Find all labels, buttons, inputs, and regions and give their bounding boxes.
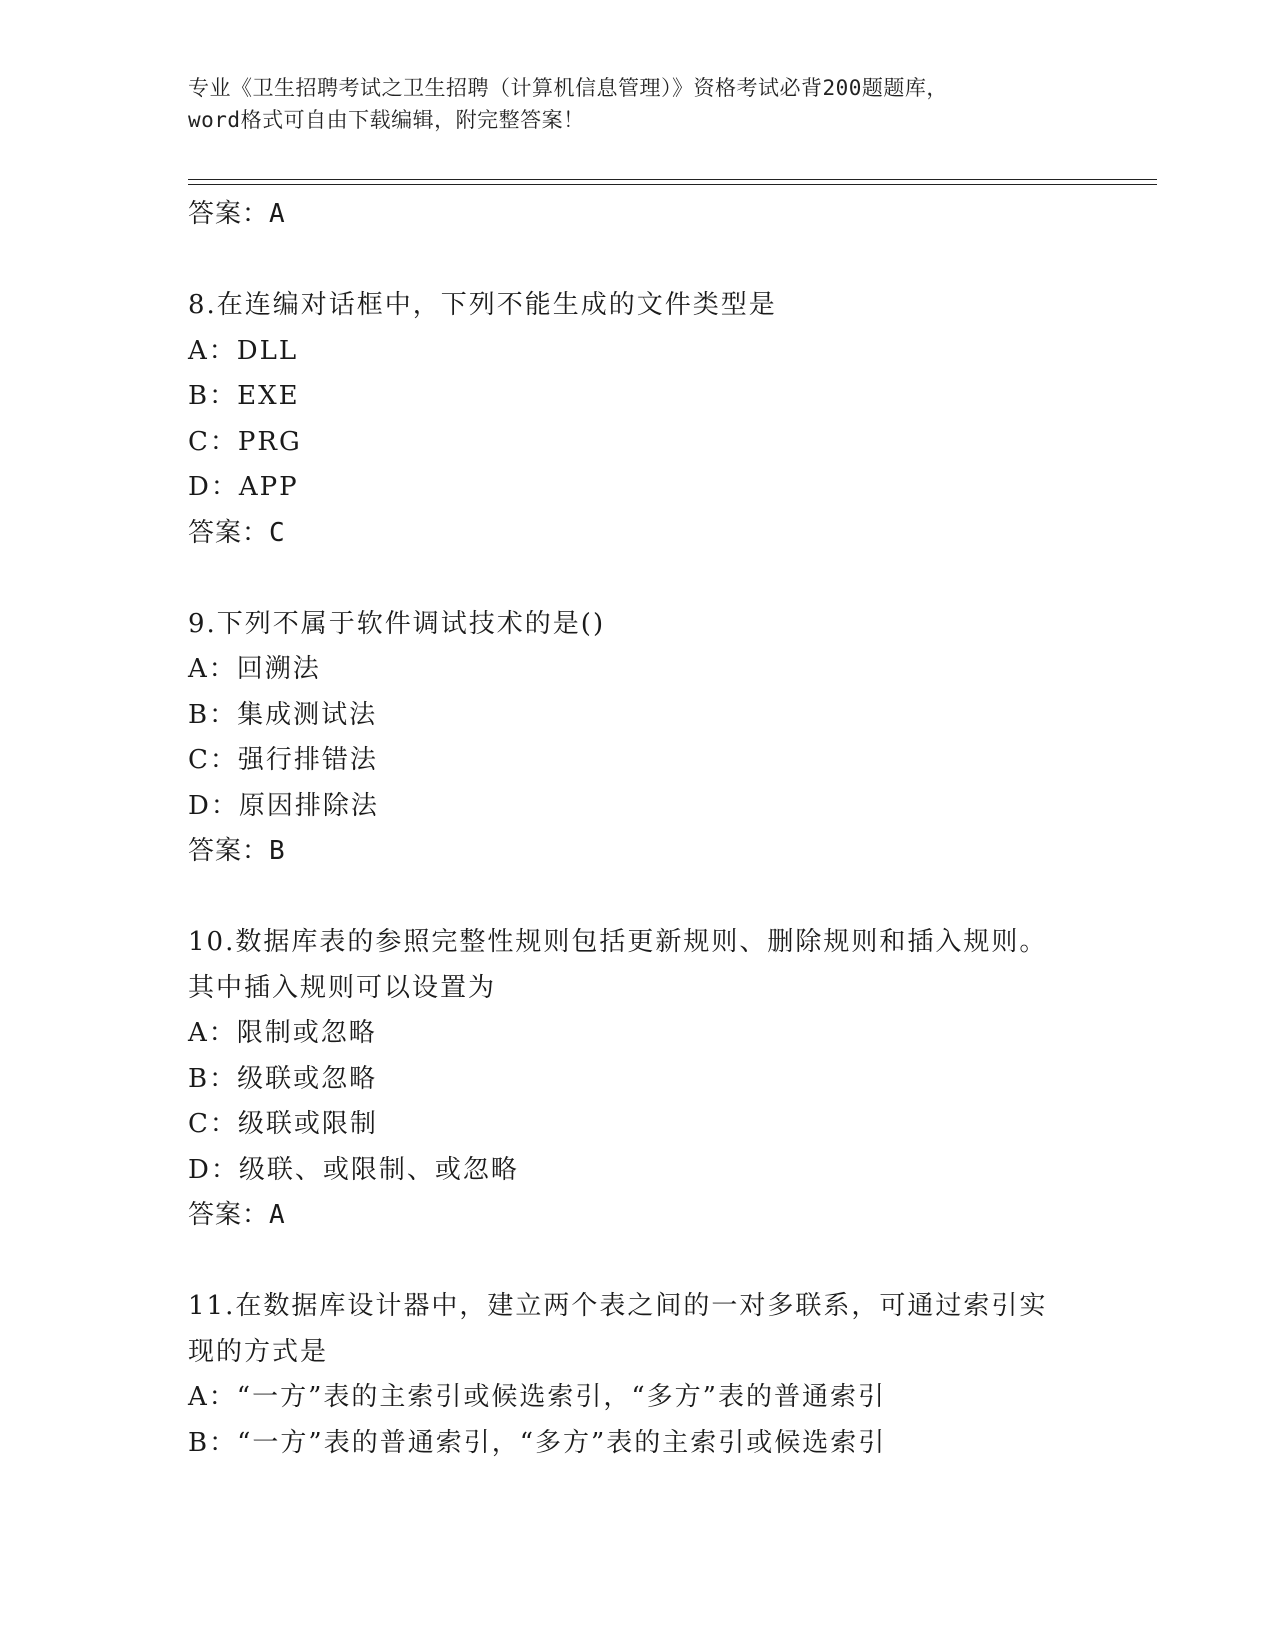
answer-line (188, 192, 1088, 238)
spacer (188, 875, 1088, 921)
question-text: 8.在连编对话框中，下列不能生成的文件类型是 (188, 290, 777, 320)
option-d: D：APP (188, 472, 299, 502)
option-c: C：级联或限制 (188, 1109, 378, 1139)
option-b: B：集成测试法 (188, 699, 378, 730)
answer-label: 答案： (188, 199, 270, 229)
question-text-line-1: 11.在数据库设计器中，建立两个表之间的一对多联系，可通过索引实 (188, 1291, 1048, 1321)
spacer (188, 556, 1088, 602)
spacer (188, 1239, 1088, 1285)
option-c: C：强行排错法 (188, 745, 378, 775)
answer-line (188, 511, 1088, 557)
option-a: A：限制或忽略 (188, 1018, 377, 1048)
question-8 (188, 283, 1088, 556)
answer-label: 答案： (188, 1200, 270, 1230)
question-9 (188, 602, 1088, 875)
option-a: A：DLL (188, 335, 299, 366)
header-line-2: word格式可自由下载编辑，附完整答案！ (188, 108, 585, 132)
option-a: A：回溯法 (188, 654, 321, 684)
answer-label: 答案： (188, 836, 270, 866)
option-a: A：“一方”表的主索引或候选索引，“多方”表的普通索引 (188, 1382, 886, 1412)
answer-line (188, 1193, 1088, 1239)
answer-value: A (269, 1200, 286, 1230)
option-b: B：“一方”表的普通索引，“多方”表的主索引或候选索引 (188, 1427, 887, 1458)
document-header (188, 72, 1088, 136)
question-text-line-2: 现的方式是 (188, 1336, 329, 1367)
header-line-1: 专业《卫生招聘考试之卫生招聘（计算机信息管理）》资格考试必背200题题库， (188, 76, 948, 100)
answer-line (188, 829, 1088, 875)
option-b: B：级联或忽略 (188, 1063, 378, 1094)
question-10 (188, 920, 1088, 1239)
spacer (188, 238, 1088, 284)
option-c: C：PRG (188, 426, 302, 457)
question-text-line-2: 其中插入规则可以设置为 (188, 972, 497, 1003)
answer-label: 答案： (188, 517, 270, 548)
option-b: B：EXE (188, 381, 300, 411)
header-divider-top (188, 179, 1157, 180)
option-d: D：原因排除法 (188, 790, 379, 821)
question-11 (188, 1284, 1088, 1466)
header-divider-bottom (188, 184, 1157, 185)
question-list (188, 192, 1088, 1466)
answer-value: A (269, 199, 286, 229)
question-text-line-1: 10.数据库表的参照完整性规则包括更新规则、删除规则和插入规则。 (188, 927, 1048, 957)
question-text: 9.下列不属于软件调试技术的是() (188, 608, 606, 639)
option-d: D：级联、或限制、或忽略 (188, 1154, 519, 1185)
answer-value: C (269, 517, 286, 548)
answer-value: B (269, 836, 286, 866)
